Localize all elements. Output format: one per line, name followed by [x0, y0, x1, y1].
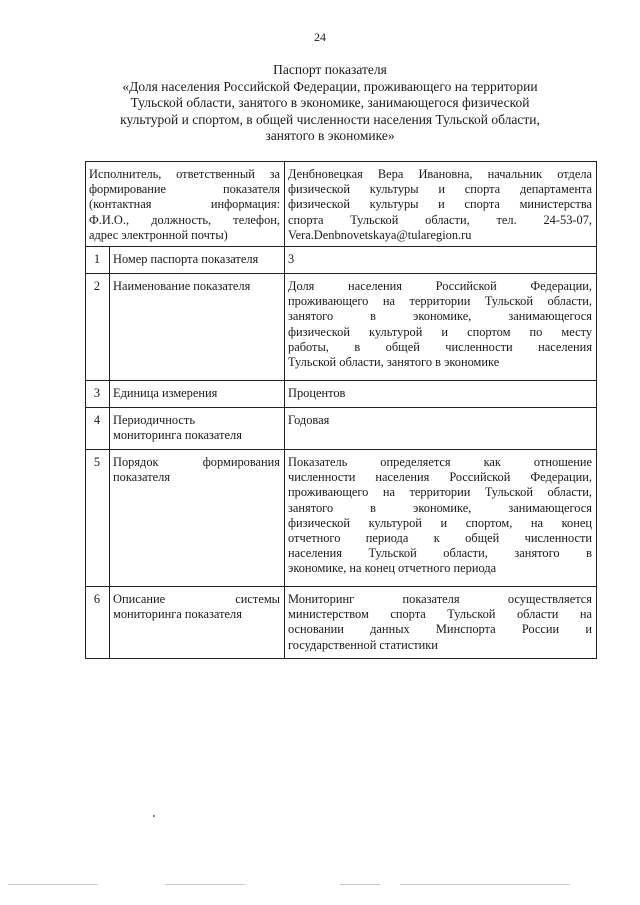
row-value-line: проживающего на территории Тульской области, [288, 294, 593, 309]
indicator-passport-table [85, 161, 597, 659]
row-label: Номер паспорта показателя [110, 247, 285, 274]
row-value-line: экономике, на конец отчетного периода [288, 561, 497, 576]
row-value-line: Доля населения Российской Федерации, [288, 279, 593, 294]
row-value: 3 [285, 247, 597, 274]
executor-label-line: Исполнитель, ответственный за [89, 167, 281, 181]
row-label-line: мониторинга показателя [113, 428, 242, 443]
row-value-line: отчетного периода к общей численности [288, 531, 593, 546]
executor-label-line: формирование показателя [89, 182, 281, 197]
row-label [110, 408, 285, 450]
scan-artifact-strip [0, 880, 640, 890]
executor-value-line: Vera.Denbnovetskaya@tularegion.ru [288, 227, 472, 242]
row-value-line: занятого в экономике, занимающегося [288, 500, 593, 515]
table-row [86, 408, 597, 450]
row-value-line: населения Тульской области, занятого в [288, 546, 593, 561]
row-value: Годовая [285, 408, 597, 450]
scan-artifact [400, 884, 570, 885]
executor-value-line: физической культуры и спорта министерства [288, 197, 593, 212]
row-value-line: Показатель определяется как отношение [288, 455, 593, 470]
row-value [285, 274, 597, 381]
row-value-line: государственной статистики [288, 637, 438, 652]
row-value-line: физической культурой и спортом, на конец [288, 515, 593, 530]
title-line: культурой и спортом, в общей численности населения Тульской области, [120, 111, 540, 127]
table-row-executor [86, 162, 597, 247]
row-value-line: работы, в общей численности населения [288, 339, 593, 354]
row-number: 3 [86, 381, 110, 408]
row-label-line: Описание системы [113, 592, 281, 607]
executor-value-line: Денбновецкая Вера Ивановна, начальник отдела [288, 167, 593, 181]
row-label-line: Периодичность [113, 413, 195, 428]
row-label: Наименование показателя [110, 274, 285, 381]
row-number: 6 [86, 587, 110, 659]
table-row [86, 247, 597, 274]
title-line: Тульской области, занятого в экономике, занимающегося физической [130, 95, 530, 111]
executor-value-line: физической культуры и спорта департамента [288, 182, 593, 197]
executor-value-cell [285, 162, 597, 247]
row-value [285, 587, 597, 659]
executor-label-line: (контактная информация: [89, 197, 281, 212]
row-label [110, 587, 285, 659]
row-value-line: Мониторинг показателя осуществляется [288, 592, 593, 607]
row-label-line: показателя [113, 470, 171, 485]
row-label-line: Порядок формирования [113, 455, 281, 470]
row-value-line: численности населения Российской Федерации, [288, 470, 593, 485]
row-value-line: основании данных Минспорта России и [288, 622, 593, 637]
row-value-line: занятого в экономике, занимающегося [288, 309, 593, 324]
table-row [86, 450, 597, 587]
row-value-line: Тульской области, занятого в экономике [288, 355, 500, 370]
row-value: Процентов [285, 381, 597, 408]
page-number: 24 [314, 30, 326, 44]
executor-label-line: адрес электронной почты) [89, 227, 228, 242]
title-line: Паспорт показателя [273, 62, 387, 77]
row-label [110, 450, 285, 587]
executor-value-line: спорта Тульской области, тел. 24-53-07, [288, 212, 593, 227]
row-number: 1 [86, 247, 110, 274]
table-row [86, 274, 597, 381]
row-value-line: физической культурой и спортом по месту [288, 324, 593, 339]
title-line: «Доля населения Российской Федерации, проживающего на территории [122, 78, 538, 94]
row-number: 2 [86, 274, 110, 381]
row-number: 4 [86, 408, 110, 450]
title-line: занятого в экономике» [265, 128, 395, 144]
scan-artifact [8, 884, 98, 885]
row-value-line: министерством спорта Тульской области на [288, 607, 593, 622]
executor-label-cell [86, 162, 285, 247]
row-label-line: мониторинга показателя [113, 607, 242, 622]
document-title [90, 62, 570, 145]
table-row [86, 587, 597, 659]
scan-speck [153, 815, 155, 817]
executor-label-line: Ф.И.О., должность, телефон, [89, 212, 281, 227]
scan-artifact [340, 884, 380, 885]
row-number: 5 [86, 450, 110, 587]
row-value-line: проживающего на территории Тульской области, [288, 485, 593, 500]
scan-artifact [165, 884, 245, 885]
row-label: Единица измерения [110, 381, 285, 408]
table-row [86, 381, 597, 408]
row-value [285, 450, 597, 587]
